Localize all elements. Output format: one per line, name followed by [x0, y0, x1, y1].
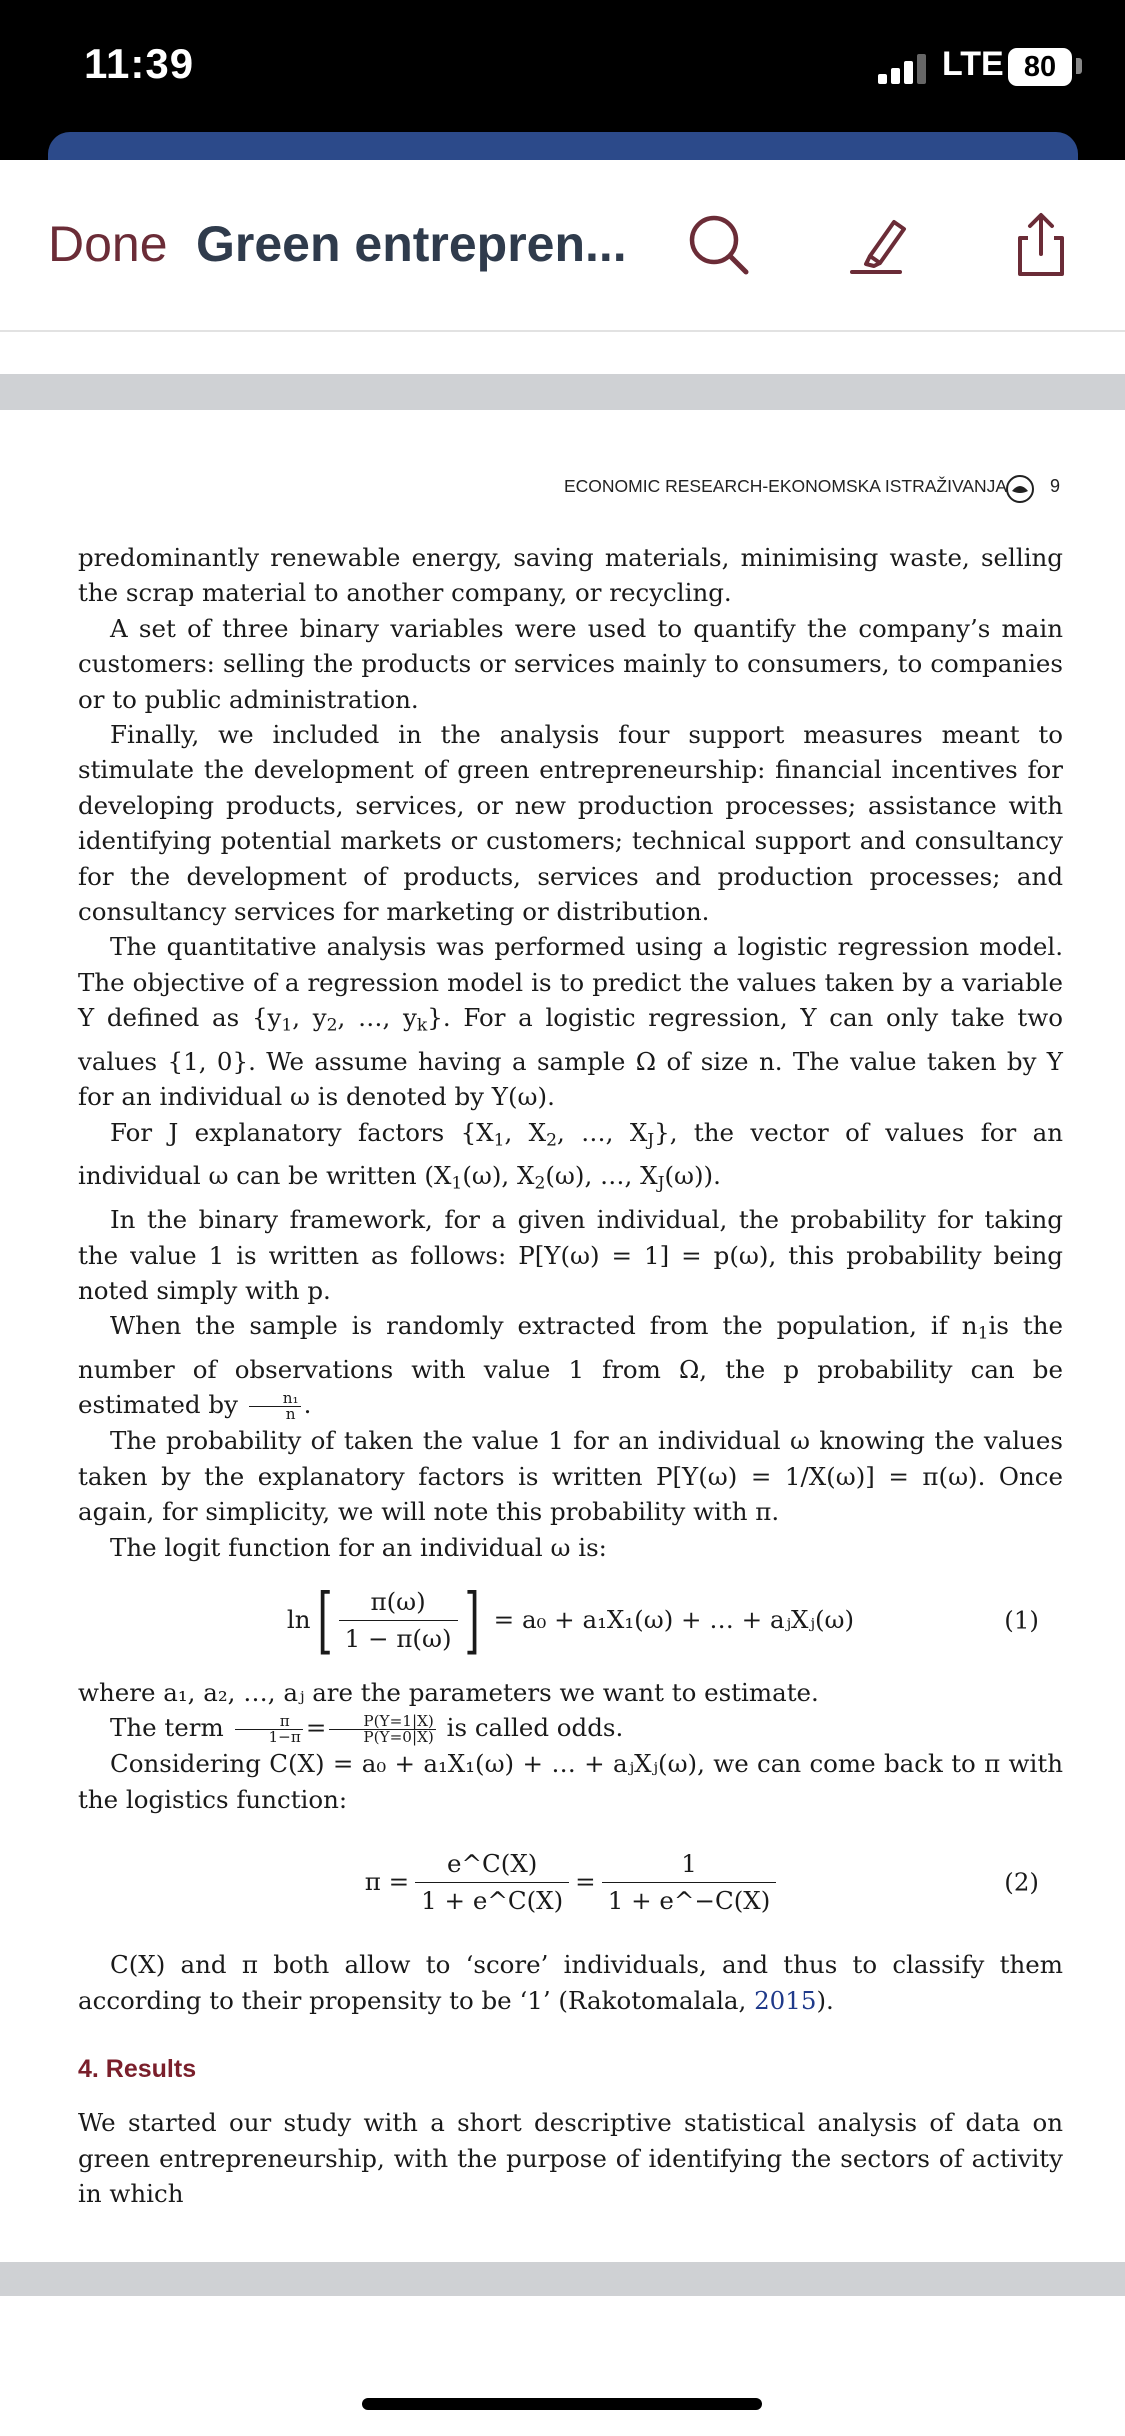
equation-number: (2) — [1004, 1867, 1039, 1897]
eq1-ln: ln — [286, 1605, 311, 1635]
document-title: Green entrepren... — [196, 216, 627, 272]
paragraph: We started our study with a short descriptive statistical analysis of data on green entrepreneurship, with the purpose of identifying the sectors of activity in which — [78, 2108, 1063, 2209]
paragraph: C(X) and π both allow to ‘score’ individuals, and thus to classify them according to their propensity to be ‘1’ (Rakotomalala, 2015). — [78, 1950, 1063, 2015]
battery-icon: 80 — [1008, 48, 1072, 86]
paragraph: In the binary framework, for a given individual, the probability for taking the value 1 is written as follows: P[Y(ω) = 1] = p(ω), this probability being noted simply with p. — [78, 1205, 1063, 1305]
eq2-lhs: π = — [364, 1867, 410, 1897]
citation-link[interactable]: 2015 — [754, 1985, 817, 2015]
battery-cap — [1076, 58, 1082, 74]
running-head: ECONOMIC RESEARCH-EKONOMSKA ISTRAŽIVANJA — [564, 476, 1008, 496]
page-body — [78, 540, 1063, 2212]
share-icon[interactable] — [1004, 208, 1076, 280]
eq1-fraction: $\frac{\pi(\omega)}{1 - \pi(\omega)}$ — [339, 1584, 458, 1656]
paragraph: where a₁, a₂, …, aⱼ are the parameters we want to estimate. — [78, 1678, 819, 1708]
page-separator-top — [0, 374, 1125, 410]
fraction: $\frac{\text{n₁}}{n}$ — [249, 1391, 301, 1424]
paragraph: The term $\frac{\pi}{1-\pi}$ = $\frac{P(Y=1|X)}{P(Y=0|X)}$ is called odds. — [110, 1711, 624, 1747]
left-bracket: [ — [316, 1578, 333, 1663]
done-button[interactable]: Done — [48, 216, 168, 272]
highlighter-icon[interactable] — [840, 208, 912, 280]
paragraph: A set of three binary variables were used to quantify the company’s main customers: selling the products or services mainly to consumers, to companies or to public administration. — [78, 613, 1063, 714]
search-icon[interactable] — [682, 208, 754, 280]
journal-logo-icon — [1005, 474, 1035, 504]
right-bracket: ] — [463, 1578, 480, 1663]
section-heading: 4. Results — [78, 2055, 197, 2083]
equation-2: π = $\frac{e\^{}C(X)}{1 + e\^{}C(X)}$ = $\frac{1}{1 + e\^{}-C(X)}$ (2) — [78, 1817, 1063, 1947]
eq1-rhs: = a₀ + a₁X₁(ω) + … + aⱼXⱼ(ω) — [493, 1605, 855, 1635]
paragraph: predominantly renewable energy, saving materials, minimising waste, selling the scrap material to another company, or recycling. — [78, 543, 1063, 608]
home-indicator[interactable] — [362, 2398, 762, 2410]
paragraph: When the sample is randomly extracted from the population, if $n_1is$ the number of observations with value 1 from Ω, the p probability can be estimated by $\frac{\text{n₁}}{n}$ . — [78, 1311, 1063, 1424]
eq2-fraction-2: $\frac{1}{1 + e\^{}-C(X)}$ — [602, 1846, 777, 1918]
paragraph: Considering C(X) = a₀ + a₁X₁(ω) + … + aⱼXⱼ(ω), we can come back to π with the logistics function: — [78, 1749, 1063, 1814]
paragraph: For J explanatory factors {$X_1$, $X_2$, …, $X_J$}, the vector of values for an individual ω can be written ($X_1(\omega)$, $X_2(\omega)$, …, $X_J(\omega)$). — [78, 1117, 1064, 1194]
paragraph: The logit function for an individual ω is: — [110, 1532, 607, 1562]
equation-1 — [78, 1565, 1063, 1675]
page-number: 9 — [1050, 476, 1061, 496]
paragraph: The probability of taken the value 1 for an individual ω knowing the values taken by the explanatory factors is written P[Y(ω) = 1/X(ω)] = π(ω). Once again, for simplicity, we will note this probability with π. — [78, 1426, 1063, 1527]
status-time: 11:39 — [84, 40, 195, 87]
equation-number: (1) — [1004, 1605, 1039, 1635]
paragraph: The quantitative analysis was performed using a logistic regression model. The objective of a regression model is to predict the values taken by a variable Y defined as {$y_1$, $y_2$, …, $y_k$}. For a logistic regression, Y can only take two values {1, 0}. We assume having a sample Ω of size n. The value taken by Y for an individual ω is denoted by Y(ω). — [78, 932, 1064, 1112]
signal-icon — [878, 54, 928, 84]
eq2-fraction-1: $\frac{e\^{}C(X)}{1 + e\^{}C(X)}$ — [415, 1846, 569, 1918]
network-type: LTE — [942, 45, 1004, 83]
page-separator-bottom — [0, 2262, 1125, 2296]
paragraph: Finally, we included in the analysis four support measures meant to stimulate the development of green entrepreneurship: financial incentives for developing products, services, or new production processes; assistance with identifying potential markets or customers; technical support and consultancy for the development of products, services and production processes; and consultancy services for marketing or distribution. — [78, 720, 1063, 927]
viewer-header — [0, 160, 1125, 332]
